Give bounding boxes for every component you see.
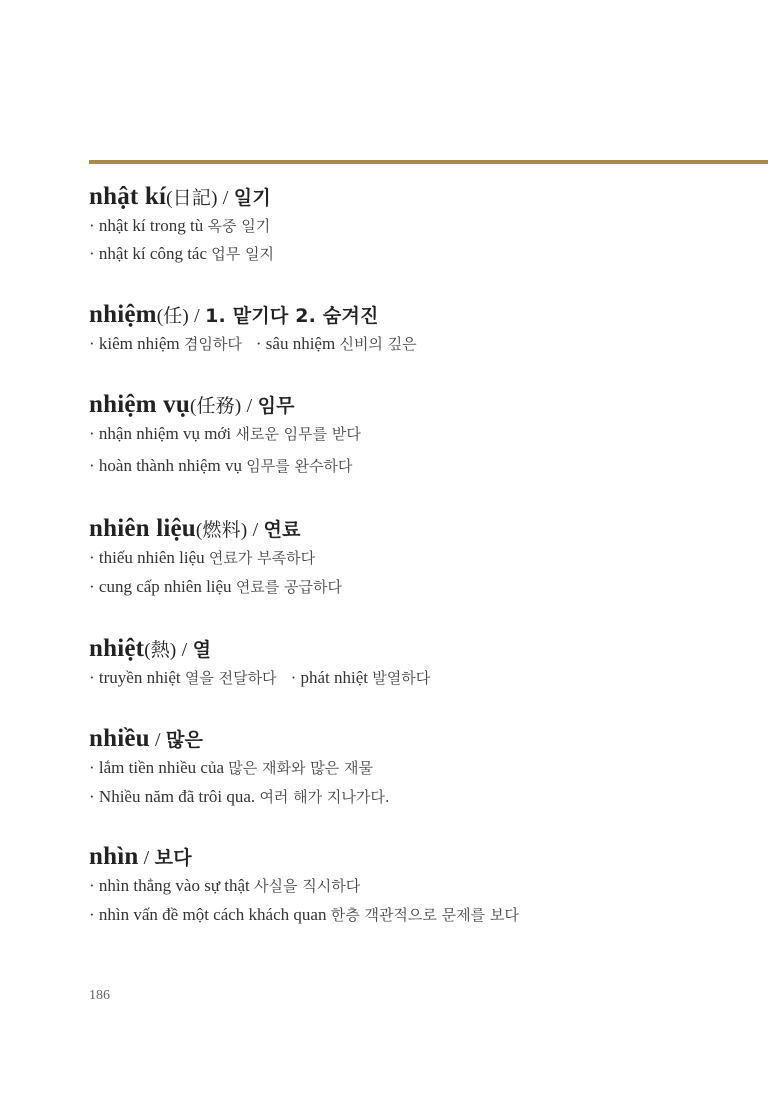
example-ko: 업무 일지 [211, 245, 274, 263]
headword-line [89, 843, 519, 871]
example-vi: · nhìn vấn đề một cách khách quan [89, 905, 327, 924]
example [89, 787, 390, 807]
example [89, 548, 342, 568]
example-ko: 새로운 임무를 받다 [235, 425, 361, 443]
header-rule [89, 160, 768, 164]
entry-nhat-ki [89, 183, 274, 264]
separator: / [176, 639, 193, 661]
meaning: 1. 맡기다 2. 숨겨진 [205, 305, 379, 327]
headword: nhiệm [89, 301, 157, 328]
example-ko: 신비의 깊은 [339, 335, 417, 353]
headword: nhiệt [89, 635, 145, 662]
separator: / [241, 395, 258, 417]
example-ko: 겸임하다 [183, 335, 242, 353]
example-ko: 옥중 일기 [207, 217, 271, 235]
example-ko: 여러 해가 지나가다. [259, 788, 390, 806]
headword: nhiệm vụ [89, 391, 190, 418]
example-ko: 한층 객관적으로 문제를 보다 [330, 906, 519, 924]
hanja: (熱) [144, 640, 177, 661]
headword-line [89, 301, 417, 329]
example [89, 577, 342, 597]
separator: / [217, 187, 234, 209]
example-vi: · thiếu nhiên liệu [89, 548, 205, 567]
headword: nhiên liệu [89, 515, 196, 542]
entry-nhiet [89, 635, 430, 688]
hanja: (任) [156, 306, 189, 327]
example-vi: · nhận nhiệm vụ mới [89, 424, 232, 443]
meaning: 열 [192, 639, 212, 661]
meaning: 연료 [263, 519, 301, 541]
page-number: 186 [89, 988, 110, 1003]
example-ko: 많은 재화와 많은 재물 [228, 759, 373, 777]
example [89, 905, 519, 925]
example [89, 334, 417, 354]
example-ko: 연료가 부족하다 [208, 549, 316, 567]
separator: / [188, 305, 206, 327]
meaning: 일기 [233, 187, 271, 209]
headword-line [89, 635, 430, 663]
meaning: 임무 [257, 395, 295, 417]
example-vi: · Nhiều năm đã trôi qua. [89, 787, 256, 806]
example-ko: 임무를 완수하다 [246, 457, 353, 475]
example [89, 244, 274, 264]
example-vi: · nhật kí trong tù [89, 216, 204, 235]
hanja: (任務) [189, 396, 242, 417]
example-vi: · nhìn thẳng vào sự thật [89, 876, 250, 895]
hanja: (日記) [166, 188, 218, 209]
example [89, 668, 430, 688]
example [89, 876, 519, 896]
separator: / [247, 519, 264, 541]
headword-line [89, 391, 361, 419]
headword-line [89, 183, 274, 211]
example-vi: · truyền nhiệt [89, 668, 181, 687]
headword: nhìn [89, 843, 139, 870]
example-vi: · nhật kí công tác [89, 244, 208, 263]
entry-nhien-lieu [89, 515, 342, 597]
example-vi: · hoàn thành nhiệm vụ [89, 456, 242, 475]
example-ko: 발열하다 [372, 669, 431, 687]
example [89, 424, 361, 444]
example [89, 216, 274, 236]
example-vi: · cung cấp nhiên liệu [89, 577, 232, 596]
example-vi: · kiêm nhiệm [89, 334, 180, 353]
entry-nhiem [89, 301, 417, 354]
meaning: 많은 [165, 729, 204, 751]
example-ko: 열을 전달하다 [184, 669, 277, 687]
example-ko: 사실을 직시하다 [254, 877, 361, 895]
entry-nhieu [89, 725, 390, 807]
separator: / [149, 729, 166, 751]
headword-line [89, 515, 342, 543]
meaning: 보다 [154, 847, 192, 869]
headword-line [89, 725, 390, 753]
example-ko: 연료를 공급하다 [235, 578, 343, 596]
example-vi: · lắm tiền nhiều của [89, 758, 225, 777]
example [89, 758, 390, 778]
entry-nhin [89, 843, 519, 925]
hanja: (燃料) [195, 520, 248, 541]
headword: nhật kí [89, 183, 167, 210]
example [89, 456, 361, 476]
separator: / [138, 847, 155, 869]
headword: nhiều [89, 725, 150, 752]
example-vi: · phát nhiệt [290, 668, 368, 687]
example-vi: · sâu nhiệm [255, 334, 336, 353]
entry-nhiem-vu [89, 391, 361, 476]
